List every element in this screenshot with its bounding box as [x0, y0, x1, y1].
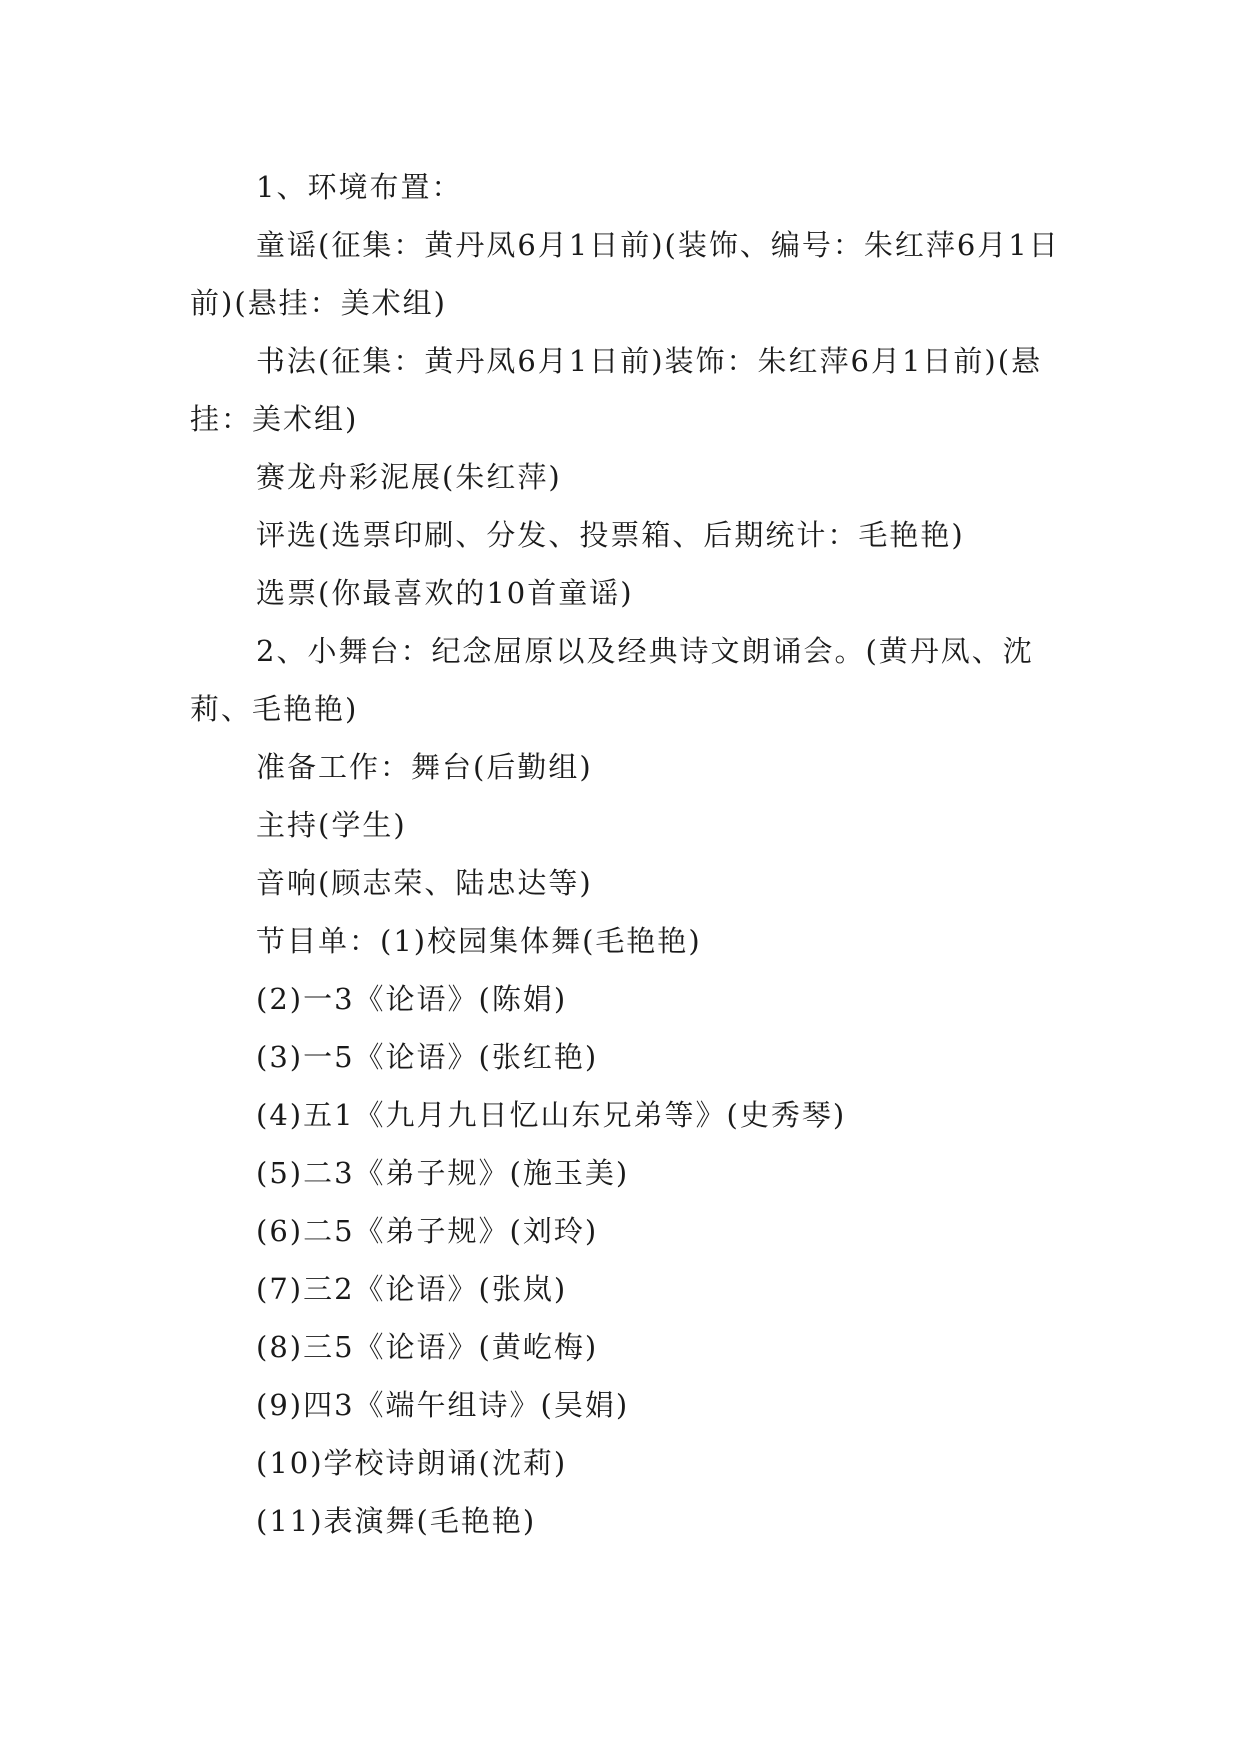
program-item-4: (4)五1《九月九日忆山东兄弟等》(史秀琴) [256, 1098, 847, 1132]
section-heading-environment: 1、环境布置： [256, 170, 463, 204]
program-item-7: (7)三2《论语》(张岚) [256, 1272, 568, 1306]
program-item-3: (3)一5《论语》(张红艳) [256, 1040, 599, 1074]
program-item-6: (6)二5《弟子规》(刘玲) [256, 1214, 599, 1248]
paragraph-calligraphy: 书法(征集：黄丹凤6月1日前)装饰：朱红萍6月1日前)(悬挂：美术组) [190, 344, 1043, 436]
paragraph-preparation: 准备工作：舞台(后勤组) [256, 750, 593, 784]
program-item-5: (5)二3《弟子规》(施玉美) [256, 1156, 630, 1190]
section-heading-small-stage: 2、小舞台：纪念屈原以及经典诗文朗诵会。(黄丹凤、沈莉、毛艳艳) [190, 634, 1034, 726]
document-body [190, 158, 1065, 1550]
program-item-11: (11)表演舞(毛艳艳) [256, 1504, 537, 1538]
paragraph-host: 主持(学生) [256, 808, 407, 842]
program-item-9: (9)四3《端午组诗》(吴娟) [256, 1388, 630, 1422]
paragraph-clay-exhibit: 赛龙舟彩泥展(朱红萍) [256, 460, 562, 494]
program-item-1: 节目单：(1)校园集体舞(毛艳艳) [256, 924, 702, 958]
program-item-2: (2)一3《论语》(陈娟) [256, 982, 568, 1016]
program-item-10: (10)学校诗朗诵(沈莉) [256, 1446, 568, 1480]
program-item-8: (8)三5《论语》(黄屹梅) [256, 1330, 599, 1364]
paragraph-nursery-rhymes: 童谣(征集：黄丹凤6月1日前)(装饰、编号：朱红萍6月1日前)(悬挂：美术组) [190, 228, 1060, 320]
paragraph-ballot: 选票(你最喜欢的10首童谣) [256, 576, 634, 610]
paragraph-selection: 评选(选票印刷、分发、投票箱、后期统计：毛艳艳) [256, 518, 965, 552]
paragraph-audio: 音响(顾志荣、陆忠达等) [256, 866, 593, 900]
